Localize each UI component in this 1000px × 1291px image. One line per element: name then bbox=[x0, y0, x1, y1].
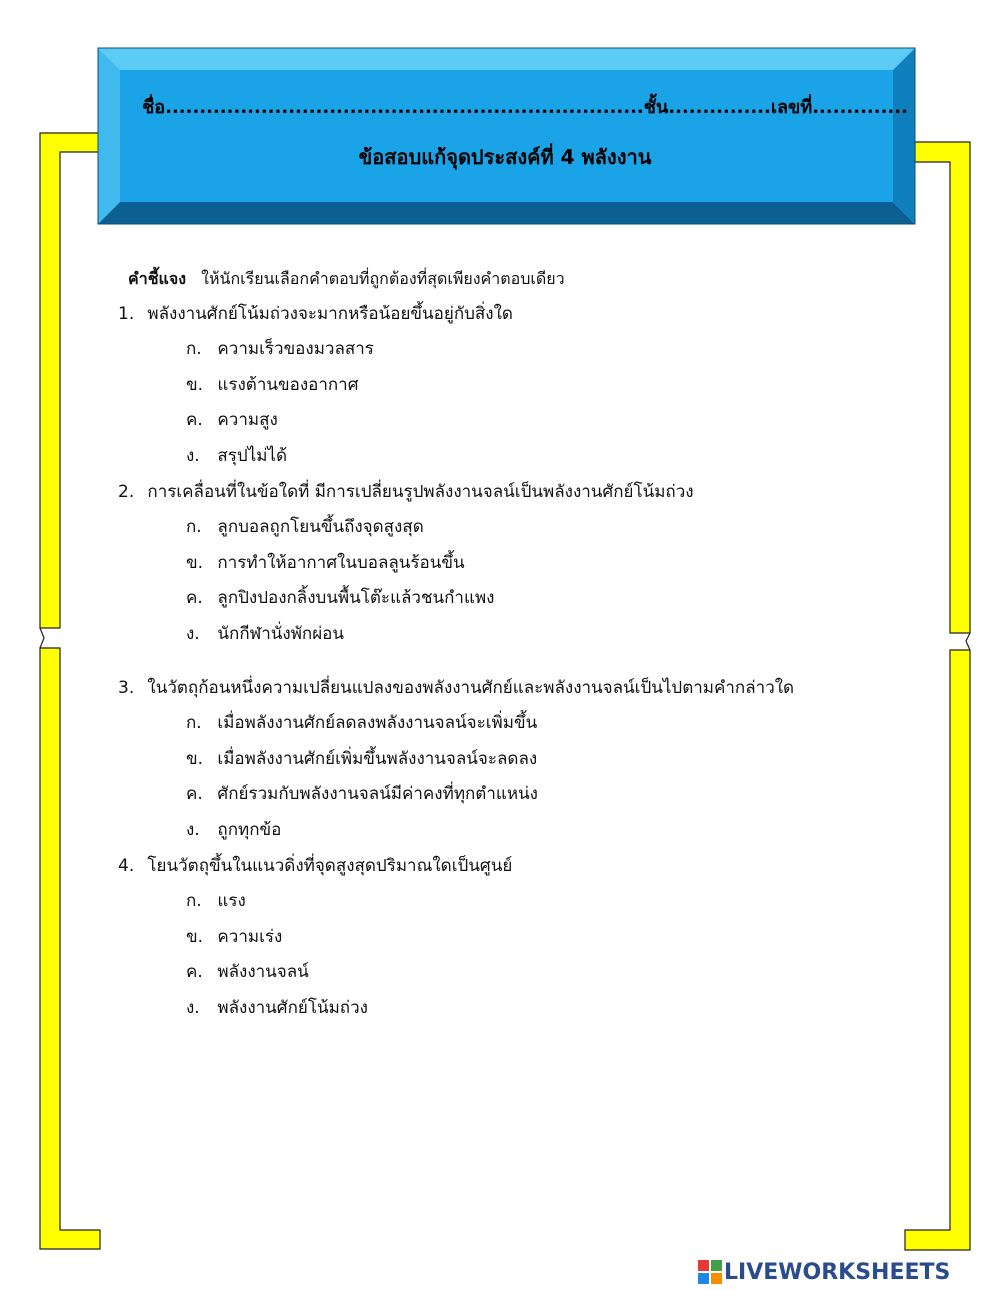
option-text: นักกีฬานั่งพักผ่อน bbox=[217, 623, 344, 644]
question-number: 1. bbox=[118, 304, 135, 324]
answer-option[interactable] bbox=[118, 955, 958, 991]
answer-option[interactable] bbox=[118, 546, 958, 582]
instructions bbox=[128, 262, 958, 296]
option-letter: ข. bbox=[186, 374, 204, 395]
answer-option[interactable] bbox=[118, 813, 958, 849]
option-text: ความเร่ง bbox=[217, 926, 283, 947]
question-stem: การเคลื่อนที่ในข้อใดที่ มีการเปลี่ยนรูปพลังงานจลน์เป็นพลังงานศักย์โน้มถ่วง bbox=[147, 482, 694, 502]
option-text: เมื่อพลังงานศักย์เพิ่มขึ้นพลังงานจลน์จะลดลง bbox=[217, 748, 538, 769]
option-letter: ก. bbox=[186, 517, 202, 537]
option-letter: ก. bbox=[186, 713, 202, 733]
page-title: ข้อสอบแก้จุดประสงค์ที่ 4 พลังงาน bbox=[358, 145, 652, 169]
option-letter: ง. bbox=[186, 997, 200, 1018]
option-text: แรงต้านของอากาศ bbox=[217, 374, 359, 395]
left-yellow-bracket bbox=[40, 133, 100, 1249]
question-stem: ในวัตถุก้อนหนึ่งความเปลี่ยนแปลงของพลังงานศักย์และพลังงานจลน์เป็นไปตามคำกล่าวใด bbox=[147, 678, 795, 698]
option-letter: ข. bbox=[186, 748, 204, 769]
answer-option[interactable] bbox=[118, 706, 958, 742]
spacer bbox=[118, 652, 958, 670]
answer-option[interactable] bbox=[118, 332, 958, 368]
option-letter: ง. bbox=[186, 623, 200, 644]
header bbox=[120, 70, 908, 195]
instructions-text: ให้นักเรียนเลือกคำตอบที่ถูกต้องที่สุดเพียงคำตอบเดียว bbox=[201, 269, 565, 288]
question-stem: พลังงานศักย์โน้มถ่วงจะมากหรือน้อยขึ้นอยู่กับสิ่งใด bbox=[147, 304, 513, 324]
option-letter: ง. bbox=[186, 819, 200, 840]
instructions-label: คำชี้แจง bbox=[128, 269, 187, 288]
question-3 bbox=[118, 670, 958, 848]
option-text: เมื่อพลังงานศักย์ลดลงพลังงานจลน์จะเพิ่มขึ้น bbox=[217, 713, 538, 733]
question-text bbox=[118, 848, 958, 884]
option-text: ศักย์รวมกับพลังงานจลน์มีค่าคงที่ทุกตำแหน่ง bbox=[217, 784, 538, 804]
logo-text: LIVEWORKSHEETS bbox=[724, 1259, 951, 1285]
option-letter: ค. bbox=[186, 588, 203, 608]
option-text: สรุปไม่ได้ bbox=[217, 445, 288, 466]
option-letter: ก. bbox=[186, 339, 202, 359]
answer-option[interactable] bbox=[118, 510, 958, 546]
liveworksheets-logo[interactable] bbox=[698, 1257, 950, 1287]
question-2 bbox=[118, 474, 958, 652]
option-letter: ข. bbox=[186, 926, 204, 947]
option-text: ความสูง bbox=[217, 410, 278, 430]
answer-option[interactable] bbox=[118, 617, 958, 653]
option-text: ลูกปิงปองกลิ้งบนพื้นโต๊ะแล้วชนกำแพง bbox=[217, 588, 495, 608]
option-text: การทำให้อากาศในบอลลูนร้อนขึ้น bbox=[217, 552, 465, 573]
option-letter: ค. bbox=[186, 410, 203, 430]
option-letter: ข. bbox=[186, 552, 204, 573]
question-number: 4. bbox=[118, 856, 135, 876]
question-stem: โยนวัตถุขึ้นในแนวดิ่งที่จุดสูงสุดปริมาณใดเป็นศูนย์ bbox=[147, 856, 513, 876]
option-text: ถูกทุกข้อ bbox=[217, 819, 282, 840]
option-letter: ค. bbox=[186, 784, 203, 804]
question-1 bbox=[118, 296, 958, 474]
question-number: 2. bbox=[118, 482, 135, 502]
answer-option[interactable] bbox=[118, 368, 958, 404]
answer-option[interactable] bbox=[118, 403, 958, 439]
student-info-line: ชื่อ......................................................................ชั้น...............เลขที่.............. bbox=[142, 97, 908, 118]
answer-option[interactable] bbox=[118, 920, 958, 956]
option-text: ลูกบอลถูกโยนขึ้นถึงจุดสูงสุด bbox=[217, 517, 424, 537]
answer-option[interactable] bbox=[118, 884, 958, 920]
answer-option[interactable] bbox=[118, 991, 958, 1027]
question-number: 3. bbox=[118, 678, 135, 698]
worksheet-content bbox=[118, 262, 958, 1026]
answer-option[interactable] bbox=[118, 439, 958, 475]
option-text: พลังงานจลน์ bbox=[217, 962, 309, 982]
option-text: พลังงานศักย์โน้มถ่วง bbox=[217, 997, 368, 1018]
option-letter: ค. bbox=[186, 962, 203, 982]
option-letter: ง. bbox=[186, 445, 200, 466]
answer-option[interactable] bbox=[118, 742, 958, 778]
question-text bbox=[118, 670, 958, 706]
answer-option[interactable] bbox=[118, 777, 958, 813]
option-text: แรง bbox=[217, 891, 246, 911]
question-text bbox=[118, 296, 958, 332]
option-letter: ก. bbox=[186, 891, 202, 911]
answer-option[interactable] bbox=[118, 581, 958, 617]
question-4 bbox=[118, 848, 958, 1026]
option-text: ความเร็วของมวลสาร bbox=[217, 339, 374, 359]
liveworksheets-logo-icon bbox=[698, 1260, 722, 1284]
question-text bbox=[118, 474, 958, 510]
